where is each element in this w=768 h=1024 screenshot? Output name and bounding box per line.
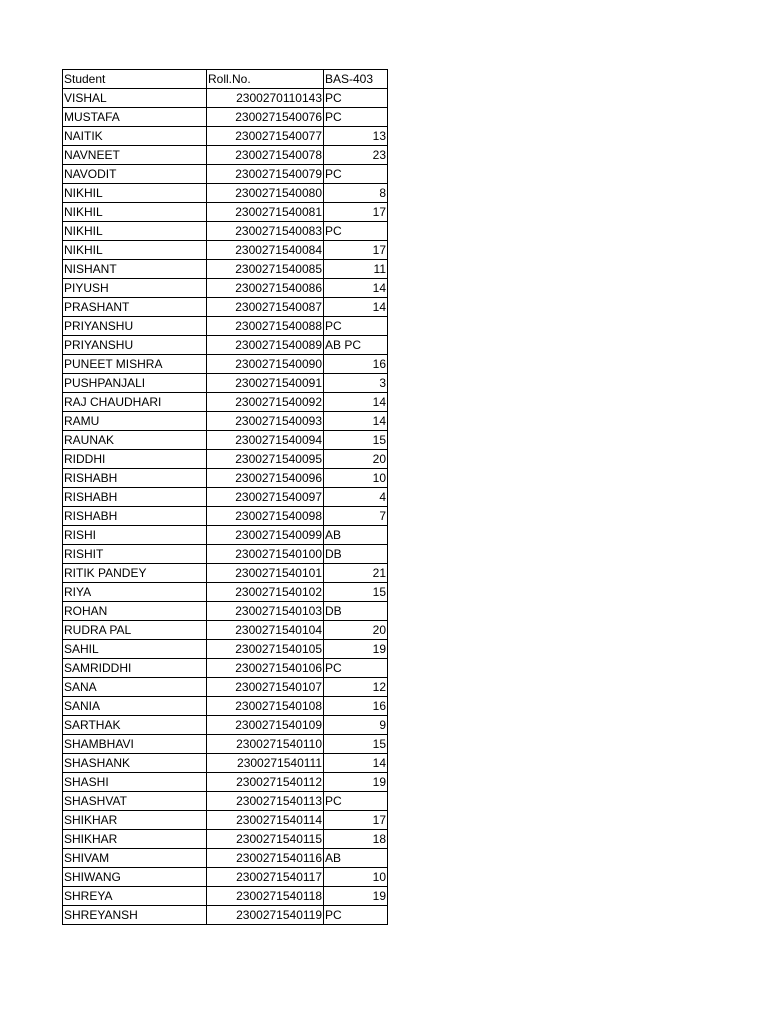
cell-student-name[interactable]: PRIYANSHU [63,336,207,355]
cell-roll-number[interactable]: 2300271540088 [207,317,324,336]
table-row [63,450,388,469]
table-row [63,754,388,773]
cell-bas-403-mark[interactable]: 15 [324,431,388,450]
cell-student-name[interactable]: RISHIT [63,545,207,564]
table-row [63,108,388,127]
table-row [63,526,388,545]
table-row [63,165,388,184]
cell-bas-403-mark[interactable]: 20 [324,450,388,469]
cell-bas-403-mark[interactable]: 15 [324,735,388,754]
cell-student-name[interactable]: NAVNEET [63,146,207,165]
cell-roll-number[interactable]: 2300271540083 [207,222,324,241]
cell-bas-403-mark[interactable]: 15 [324,583,388,602]
cell-roll-number[interactable]: 2300271540080 [207,184,324,203]
cell-bas-403-mark[interactable]: AB [324,526,388,545]
cell-roll-number[interactable]: 2300271540092 [207,393,324,412]
cell-student-name[interactable]: PRIYANSHU [63,317,207,336]
cell-bas-403-mark[interactable]: 17 [324,203,388,222]
cell-student-name[interactable]: SARTHAK [63,716,207,735]
cell-bas-403-mark[interactable]: 21 [324,564,388,583]
table-row [63,906,388,925]
cell-bas-403-mark[interactable]: AB PC [324,336,388,355]
cell-roll-number[interactable]: 2300271540101 [207,564,324,583]
cell-roll-number[interactable]: 2300271540087 [207,298,324,317]
cell-roll-number[interactable]: 2300271540078 [207,146,324,165]
cell-roll-number[interactable]: 2300271540119 [207,906,324,925]
cell-roll-number[interactable]: 2300271540118 [207,887,324,906]
header-student[interactable]: Student [63,70,207,89]
cell-student-name[interactable]: SHIKHAR [63,811,207,830]
cell-student-name[interactable]: NAITIK [63,127,207,146]
table-row [63,659,388,678]
table-row [63,241,388,260]
cell-bas-403-mark[interactable]: 16 [324,355,388,374]
cell-roll-number[interactable]: 2300271540114 [207,811,324,830]
cell-roll-number[interactable]: 2300271540106 [207,659,324,678]
header-roll-no[interactable]: Roll.No. [207,70,324,89]
cell-student-name[interactable]: PUNEET MISHRA [63,355,207,374]
cell-student-name[interactable]: SHASHANK [63,754,207,773]
cell-roll-number[interactable]: 2300271540093 [207,412,324,431]
cell-bas-403-mark[interactable]: 14 [324,393,388,412]
cell-student-name[interactable]: MUSTAFA [63,108,207,127]
cell-student-name[interactable]: SHASHVAT [63,792,207,811]
table-row [63,146,388,165]
table-row [63,393,388,412]
cell-bas-403-mark[interactable]: DB [324,602,388,621]
cell-bas-403-mark[interactable]: 19 [324,887,388,906]
cell-roll-number[interactable]: 2300271540084 [207,241,324,260]
cell-roll-number[interactable]: 2300271540115 [207,830,324,849]
cell-roll-number[interactable]: 2300271540107 [207,678,324,697]
cell-roll-number[interactable]: 2300271540113 [207,792,324,811]
table-row [63,849,388,868]
cell-bas-403-mark[interactable]: PC [324,906,388,925]
cell-bas-403-mark[interactable]: 18 [324,830,388,849]
cell-bas-403-mark[interactable]: 10 [324,868,388,887]
cell-student-name[interactable]: RAUNAK [63,431,207,450]
table-row [63,545,388,564]
cell-bas-403-mark[interactable]: 11 [324,260,388,279]
cell-student-name[interactable]: PUSHPANJALI [63,374,207,393]
cell-bas-403-mark[interactable]: 14 [324,279,388,298]
table-row [63,412,388,431]
cell-student-name[interactable]: RIDDHI [63,450,207,469]
table-row [63,602,388,621]
cell-student-name[interactable]: NISHANT [63,260,207,279]
cell-bas-403-mark[interactable]: 13 [324,127,388,146]
cell-student-name[interactable]: ROHAN [63,602,207,621]
cell-student-name[interactable]: RISHABH [63,488,207,507]
table-row [63,488,388,507]
cell-bas-403-mark[interactable]: PC [324,89,388,108]
table-row [63,564,388,583]
table-row [63,127,388,146]
cell-roll-number[interactable]: 2300271540109 [207,716,324,735]
table-row [63,279,388,298]
table-row [63,469,388,488]
cell-roll-number[interactable]: 2300271540103 [207,602,324,621]
cell-roll-number[interactable]: 2300271540077 [207,127,324,146]
cell-roll-number[interactable]: 2300271540112 [207,773,324,792]
cell-bas-403-mark[interactable]: 3 [324,374,388,393]
cell-bas-403-mark[interactable]: 8 [324,184,388,203]
cell-roll-number[interactable]: 2300271540110 [207,735,324,754]
cell-student-name[interactable]: SHIVAM [63,849,207,868]
cell-bas-403-mark[interactable]: 9 [324,716,388,735]
cell-student-name[interactable]: NIKHIL [63,184,207,203]
cell-roll-number[interactable]: 2300271540105 [207,640,324,659]
cell-roll-number[interactable]: 2300271540098 [207,507,324,526]
cell-student-name[interactable]: VISHAL [63,89,207,108]
cell-bas-403-mark[interactable]: PC [324,222,388,241]
cell-bas-403-mark[interactable]: 17 [324,811,388,830]
cell-roll-number[interactable]: 2300271540117 [207,868,324,887]
table-row [63,792,388,811]
cell-bas-403-mark[interactable]: 16 [324,697,388,716]
cell-bas-403-mark[interactable]: 12 [324,678,388,697]
cell-student-name[interactable]: SANIA [63,697,207,716]
cell-student-name[interactable]: RAMU [63,412,207,431]
cell-bas-403-mark[interactable]: PC [324,317,388,336]
cell-student-name[interactable]: NIKHIL [63,203,207,222]
cell-roll-number[interactable]: 2300271540091 [207,374,324,393]
table-row [63,868,388,887]
cell-student-name[interactable]: RAJ CHAUDHARI [63,393,207,412]
cell-roll-number[interactable]: 2300271540079 [207,165,324,184]
table-row [63,697,388,716]
cell-roll-number[interactable]: 2300270110143 [207,89,324,108]
cell-student-name[interactable]: PRASHANT [63,298,207,317]
cell-student-name[interactable]: NIKHIL [63,241,207,260]
table-row [63,298,388,317]
table-row [63,260,388,279]
cell-roll-number[interactable]: 2300271540081 [207,203,324,222]
table-row [63,887,388,906]
cell-bas-403-mark[interactable]: PC [324,108,388,127]
cell-roll-number[interactable]: 2300271540095 [207,450,324,469]
cell-roll-number[interactable]: 2300271540102 [207,583,324,602]
cell-student-name[interactable]: RISHABH [63,469,207,488]
cell-student-name[interactable]: SHIWANG [63,868,207,887]
cell-bas-403-mark[interactable]: PC [324,165,388,184]
cell-student-name[interactable]: RISHABH [63,507,207,526]
cell-roll-number[interactable]: 2300271540104 [207,621,324,640]
cell-bas-403-mark[interactable]: DB [324,545,388,564]
cell-roll-number[interactable]: 2300271540085 [207,260,324,279]
table-row [63,621,388,640]
cell-student-name[interactable]: PIYUSH [63,279,207,298]
cell-roll-number[interactable]: 2300271540089 [207,336,324,355]
cell-roll-number[interactable]: 2300271540090 [207,355,324,374]
table-row [63,336,388,355]
cell-roll-number[interactable]: 2300271540094 [207,431,324,450]
table-row [63,317,388,336]
table-row [63,355,388,374]
cell-student-name[interactable]: NIKHIL [63,222,207,241]
table-row [63,374,388,393]
table-row [63,222,388,241]
cell-student-name[interactable]: SHASHI [63,773,207,792]
table-row [63,583,388,602]
cell-student-name[interactable]: NAVODIT [63,165,207,184]
cell-roll-number[interactable]: 2300271540099 [207,526,324,545]
cell-roll-number[interactable]: 2300271540100 [207,545,324,564]
marks-table [62,69,388,925]
cell-student-name[interactable]: SAHIL [63,640,207,659]
cell-student-name[interactable]: RITIK PANDEY [63,564,207,583]
cell-roll-number[interactable]: 2300271540076 [207,108,324,127]
cell-student-name[interactable]: SHREYA [63,887,207,906]
cell-student-name[interactable]: RUDRA PAL [63,621,207,640]
header-subject-bas-403[interactable]: BAS-403 [324,70,388,89]
cell-bas-403-mark[interactable]: 14 [324,298,388,317]
cell-student-name[interactable]: SHREYANSH [63,906,207,925]
cell-student-name[interactable]: RISHI [63,526,207,545]
header-row [63,70,388,89]
table-row [63,507,388,526]
cell-student-name[interactable]: RIYA [63,583,207,602]
cell-roll-number[interactable]: 2300271540116 [207,849,324,868]
table-row [63,773,388,792]
cell-roll-number[interactable]: 2300271540097 [207,488,324,507]
table-row [63,716,388,735]
cell-bas-403-mark[interactable]: 19 [324,773,388,792]
cell-bas-403-mark[interactable]: PC [324,659,388,678]
cell-bas-403-mark[interactable]: 7 [324,507,388,526]
cell-roll-number[interactable]: 2300271540086 [207,279,324,298]
cell-bas-403-mark[interactable]: 10 [324,469,388,488]
table-row [63,830,388,849]
table-body [63,89,388,925]
table-row [63,640,388,659]
table-row [63,89,388,108]
cell-bas-403-mark[interactable]: PC [324,792,388,811]
table-row [63,184,388,203]
cell-bas-403-mark[interactable]: 20 [324,621,388,640]
cell-student-name[interactable]: SAMRIDDHI [63,659,207,678]
cell-bas-403-mark[interactable]: 23 [324,146,388,165]
cell-roll-number[interactable]: 2300271540108 [207,697,324,716]
cell-bas-403-mark[interactable]: 4 [324,488,388,507]
table-row [63,203,388,222]
table-row [63,735,388,754]
table-row [63,811,388,830]
cell-bas-403-mark[interactable]: 19 [324,640,388,659]
cell-student-name[interactable]: SHIKHAR [63,830,207,849]
cell-student-name[interactable]: SANA [63,678,207,697]
cell-student-name[interactable]: SHAMBHAVI [63,735,207,754]
cell-bas-403-mark[interactable]: 14 [324,754,388,773]
cell-bas-403-mark[interactable]: 17 [324,241,388,260]
cell-bas-403-mark[interactable]: 14 [324,412,388,431]
table-row [63,431,388,450]
cell-bas-403-mark[interactable]: AB [324,849,388,868]
cell-roll-number[interactable]: 2300271540111 [207,754,324,773]
table-row [63,678,388,697]
cell-roll-number[interactable]: 2300271540096 [207,469,324,488]
